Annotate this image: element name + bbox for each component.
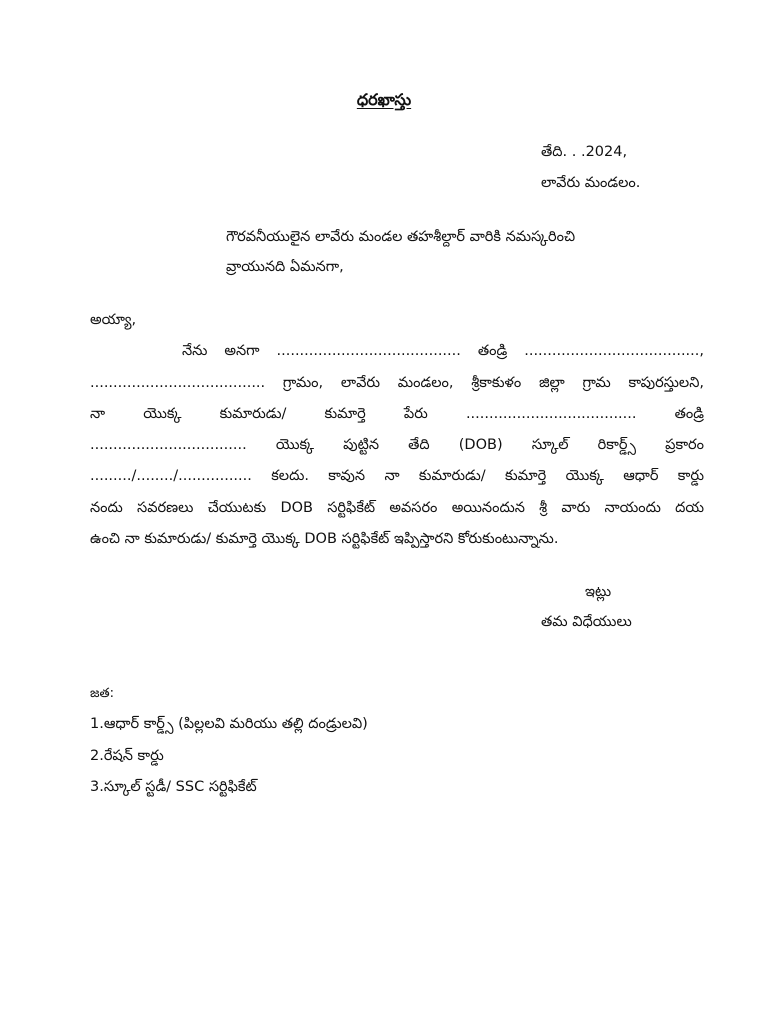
place-line: లావేరు మండలం. (541, 175, 641, 191)
addressee-line-1: గౌరవనీయులైన లావేరు మండల తహశీల్దార్ వారికి నమస్కరించి (226, 229, 576, 245)
letter-title (0, 90, 768, 113)
addressee-line-2: వ్రాయునది ఏమనగా, (226, 259, 344, 275)
body-line: ........./......../................ కలదు. కావున నా కుమారుడు/ కుమార్తె యొక్క ఆధార్ కార్డు (90, 468, 704, 484)
body-line: నా యొక్క కుమారుడు/ కుమార్తె పేరు ..................................... తండ్రి (90, 406, 704, 422)
body-line: ...................................... గ్రామం, లావేరు మండలం, శ్రీకాకుళం జిల్లా గ్రామ కాపురస్తులని, (90, 375, 704, 391)
enclosures-label: జత: (90, 686, 114, 701)
body-line: నేను అనగా ........................................ తండ్రి ......................................, (182, 343, 704, 359)
body-line: .................................. యొక్క పుట్టిన తేది (DOB) స్కూల్ రికార్డ్స్ ప్రకారం (90, 437, 704, 453)
salutation: అయ్యా, (90, 312, 137, 328)
letter-title-text: ధరఖాస్తు (356, 90, 412, 109)
enclosure-item: 1.ఆధార్ కార్డ్స్ (పిల్లలవి మరియు తల్లి దండ్రులవి) (90, 716, 368, 732)
body-line: ఉంచి నా కుమారుడు/ కుమార్తె యొక్క DOB సర్టిఫికేట్ ఇప్పిస్తారని కోరుకుంటున్నాను. (90, 531, 559, 547)
date-line: తేది. . .2024, (541, 144, 628, 160)
body-line: నందు సవరణలు చేయుటకు DOB సర్టిఫికేట్ అవసరం అయినందున శ్రీ వారు నాయందు దయ (90, 500, 704, 516)
enclosure-item: 2.రేషన్ కార్డు (90, 748, 164, 764)
closing-line-2: తమ విధేయులు (541, 614, 632, 630)
closing-line-1: ఇట్లు (585, 584, 612, 600)
enclosure-item: 3.స్కూల్ స్టడీ/ SSC సర్టిఫికేట్ (90, 779, 257, 795)
